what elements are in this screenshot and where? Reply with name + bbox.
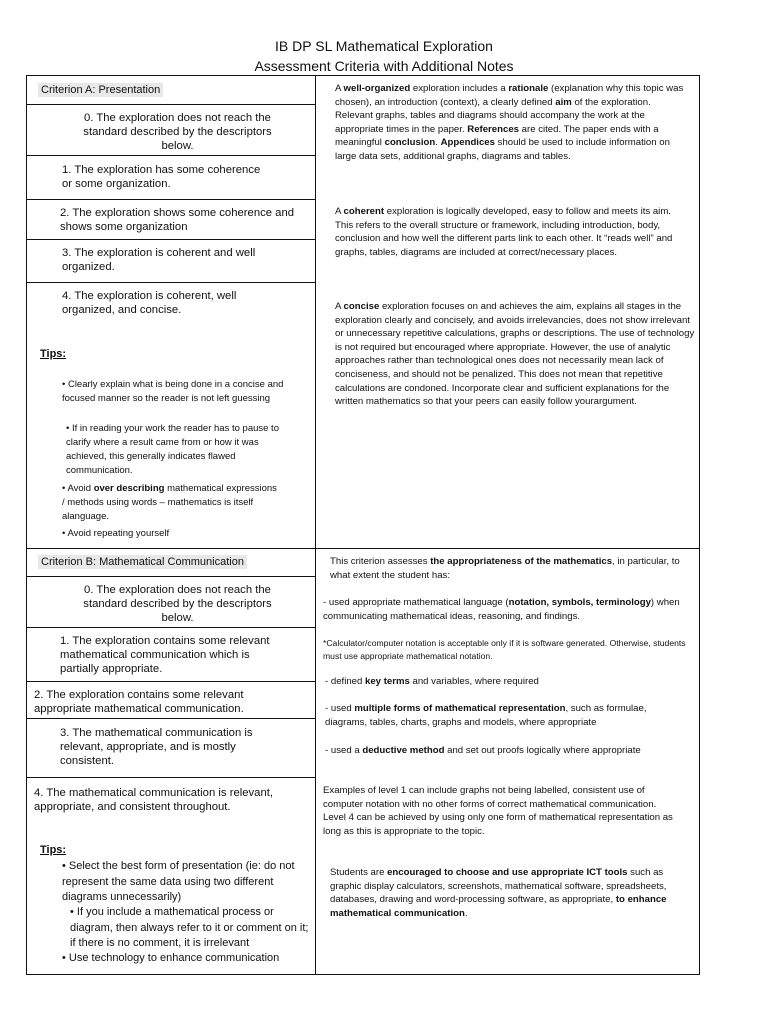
- criterion-a-level-0: 0. The exploration does not reach the standard described by the descriptors below.: [83, 112, 272, 152]
- row-divider: [26, 155, 315, 156]
- criterion-b-tip-1: • Select the best form of presentation (ie: do not represent the same data using two different diagrams unnecessarily): [62, 860, 295, 903]
- criterion-b-level-4: 4. The mathematical communication is relevant, appropriate, and consistent throughout.: [34, 787, 274, 813]
- row-divider: [26, 627, 315, 628]
- criterion-a-tip-3: • Avoid over describing mathematical expressions / methods using words – mathematics is itself alanguage.: [62, 483, 277, 522]
- criterion-a-tips-label: Tips:: [40, 348, 67, 360]
- criterion-b-level-3: 3. The mathematical communication is relevant, appropriate, and is mostly consistent.: [60, 727, 253, 767]
- row-divider: [26, 104, 315, 105]
- criterion-b-note-examples: Examples of level 1 can include graphs not being labelled, consistent use of computer notation with no other forms of correct mathematical communication. Level 4 can be achieved by using only one form of mathematical representation as long as this is appropriate to the topic.: [323, 785, 673, 837]
- criterion-b-level-1: 1. The exploration contains some relevant mathematical communication which is partially appropriate.: [60, 635, 270, 675]
- row-divider: [26, 718, 315, 719]
- row-divider: [26, 576, 315, 577]
- criterion-b-tips-label: Tips:: [40, 844, 67, 856]
- criterion-b-note-intro: This criterion assesses the appropriateness of the mathematics, in particular, to what extent the student has:: [330, 556, 680, 581]
- criterion-a-tip-4: • Avoid repeating yourself: [62, 528, 170, 539]
- criterion-b-note-representation: - used multiple forms of mathematical representation, such as formulae, diagrams, tables, charts, graphs and models, where appropriate: [325, 703, 647, 728]
- criterion-a-level-3: 3. The exploration is coherent and well organized.: [62, 247, 256, 273]
- criterion-b-tip-2: • If you include a mathematical process or diagram, then always refer to it or comment on it; if there is no comment, it is irrelevant: [70, 906, 309, 949]
- criterion-b-level-2: 2. The exploration contains some relevant appropriate mathematical communication.: [34, 689, 244, 715]
- criterion-a-tip-2: • If in reading your work the reader has to pause to clarify where a result came from or how it was achieved, this generally indicates flawed communication.: [66, 423, 279, 476]
- criterion-a-level-4: 4. The exploration is coherent, well organized, and concise.: [62, 290, 237, 316]
- criterion-a-note-well-organized: A well-organized exploration includes a rationale (explanation why this topic was chosen), an introduction (context), a clearly defined aim of the exploration. Relevant graphs, tables and diagrams should accompany the work at the appropriate times in the paper. References are cited. The paper ends with a meaningful conclusion. Appendices should be used to include information on large data sets, additional graphs, diagrams and tables.: [335, 83, 684, 162]
- criterion-b-level-0: 0. The exploration does not reach the standard described by the descriptors below.: [83, 584, 272, 624]
- row-divider: [26, 777, 315, 778]
- criterion-a-level-1: 1. The exploration has some coherence or some organization.: [62, 164, 261, 190]
- row-divider: [26, 239, 315, 240]
- criterion-b-note-key-terms: - defined key terms and variables, where required: [325, 676, 539, 687]
- criterion-a-tip-1: • Clearly explain what is being done in a concise and focused manner so the reader is not left guessing: [62, 379, 284, 404]
- criterion-b-heading: Criterion B: Mathematical Communication: [38, 555, 247, 569]
- criterion-a-heading: Criterion A: Presentation: [38, 83, 163, 97]
- row-divider: [26, 282, 315, 283]
- column-divider: [315, 75, 316, 975]
- row-divider: [26, 199, 315, 200]
- criterion-a-note-coherent: A coherent exploration is logically developed, easy to follow and meets its aim. This refers to the overall structure or framework, including introduction, body, conclusion and how well the different parts link to each other. It “reads well” and graphs, tables, diagrams are included at correct/necessary places.: [335, 206, 673, 258]
- criterion-b-tip-3: • Use technology to enhance communication: [62, 952, 280, 964]
- document-title-line2: Assessment Criteria with Additional Notes: [254, 58, 514, 74]
- row-divider: [26, 681, 315, 682]
- criterion-b-note-language: - used appropriate mathematical language (notation, symbols, terminology) when communicating mathematical ideas, reasoning, and findings.: [323, 597, 680, 622]
- criterion-b-note-ict: Students are encouraged to choose and use appropriate ICT tools such as graphic display calculators, screenshots, mathematical software, spreadsheets, databases, drawing and word-processing software, as appropriate, to enhance mathematical communication.: [330, 867, 667, 919]
- criterion-a-level-2: 2. The exploration shows some coherence and shows some organization: [60, 207, 295, 233]
- criterion-a-note-concise: A concise exploration focuses on and achieves the aim, explains all stages in the exploration clearly and concisely, and avoids irrelevancies, does not show irrelevant or unnecessary repetitive calculations, graphs or descriptions. The use of technology is not required but encouraged where appropriate. However, the use of analytic approaches rather than technological ones does not necessarily mean lack of conciseness, and should not be penalized. This does not mean that repetitive calculations are condoned. Incorporate clear and sufficient explanations for the written mathematics so that your peers can easily follow yourargument.: [335, 301, 695, 408]
- document-title-line1: IB DP SL Mathematical Exploration: [275, 38, 493, 54]
- row-divider: [26, 548, 700, 549]
- criterion-b-note-notation: *Calculator/computer notation is acceptable only if it is software generated. Otherwise, students must use appropriate mathematical notation.: [323, 638, 686, 661]
- criterion-b-note-deductive: - used a deductive method and set out proofs logically where appropriate: [325, 745, 641, 756]
